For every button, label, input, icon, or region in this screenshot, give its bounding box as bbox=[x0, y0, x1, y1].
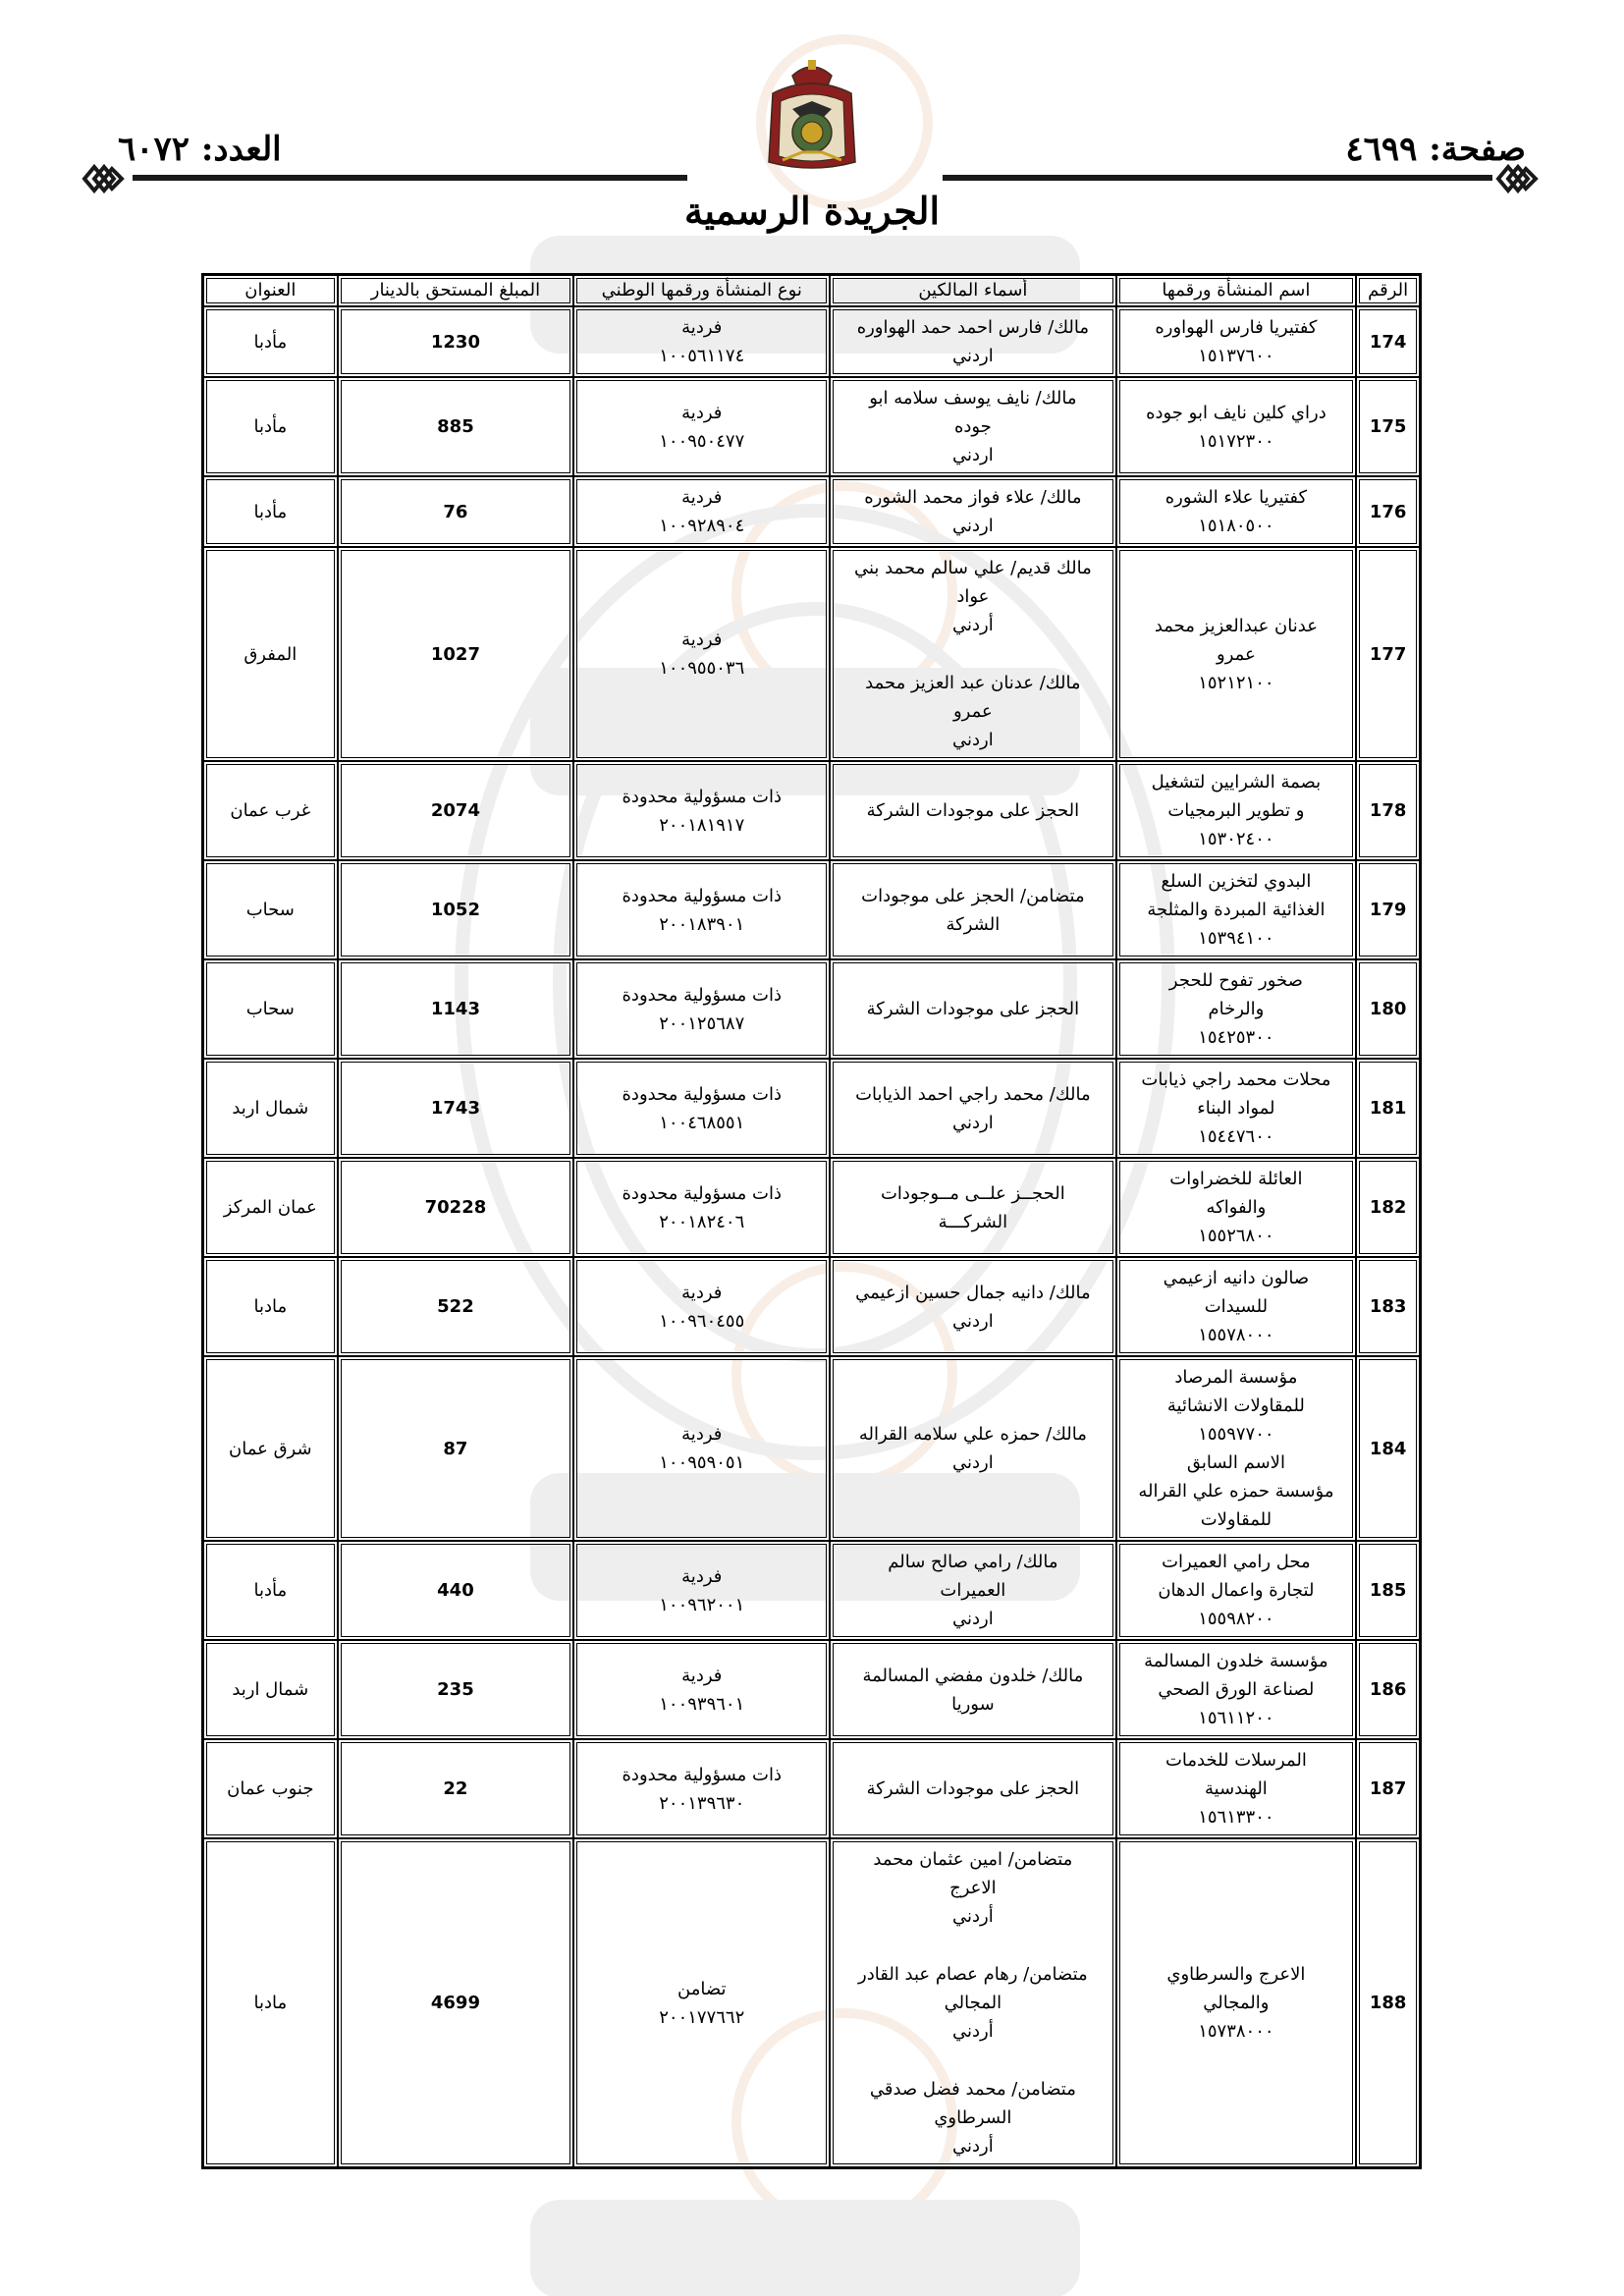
cell-address: المفرق bbox=[203, 547, 338, 761]
owner-block bbox=[837, 995, 1109, 1023]
cell-establishment bbox=[1116, 476, 1357, 547]
table-row bbox=[203, 1838, 1420, 2167]
type-line: فردية bbox=[681, 1565, 723, 1587]
cell-establishment bbox=[1116, 547, 1357, 761]
table-row bbox=[203, 1158, 1420, 1257]
establishment-line: ١٥٢١٢١٠٠ bbox=[1198, 672, 1274, 693]
cell-amount: 1230 bbox=[338, 306, 574, 377]
owner-line: الشركة bbox=[946, 913, 1001, 935]
establishment-line: دراي كلين نايف ابو جوده bbox=[1146, 402, 1326, 423]
type-line: ٢٠٠١٢٥٦٨٧ bbox=[659, 1012, 745, 1034]
cell-number: 176 bbox=[1356, 476, 1420, 547]
cell-amount: 1143 bbox=[338, 959, 574, 1059]
cell-address: سحاب bbox=[203, 860, 338, 959]
cell-owners bbox=[830, 761, 1115, 860]
establishment-line: عمرو bbox=[1217, 643, 1256, 665]
cell-owners bbox=[830, 1356, 1115, 1541]
cell-number: 182 bbox=[1356, 1158, 1420, 1257]
cell-type bbox=[573, 1541, 830, 1640]
cell-number: 175 bbox=[1356, 377, 1420, 476]
establishment-line: ١٥٥٢٦٨٠٠ bbox=[1198, 1226, 1274, 1246]
cell-number: 188 bbox=[1356, 1838, 1420, 2167]
establishment-line: بصمة الشرايين لتشغيل bbox=[1151, 772, 1322, 793]
owner-line: الحجز على موجودات الشركة bbox=[866, 1778, 1080, 1799]
column-header-amount: المبلغ المستحق بالدينار bbox=[338, 275, 574, 306]
column-header-number: الرقم bbox=[1356, 275, 1420, 306]
owner-line: اردني bbox=[952, 1112, 994, 1133]
table-row bbox=[203, 306, 1420, 377]
registry-table-container bbox=[201, 273, 1422, 2169]
type-line: ذات مسؤولية محدودة bbox=[622, 1764, 783, 1785]
table-row bbox=[203, 1356, 1420, 1541]
establishment-line: للسيدات bbox=[1204, 1296, 1269, 1317]
cell-address: شرق عمان bbox=[203, 1356, 338, 1541]
cell-address: مأدبا bbox=[203, 1541, 338, 1640]
type-line: ١٠٠٩٦٢٠٠١ bbox=[659, 1594, 745, 1615]
cell-type bbox=[573, 860, 830, 959]
cell-type bbox=[573, 1838, 830, 2167]
cell-owners bbox=[830, 1158, 1115, 1257]
cell-address: شمال اربد bbox=[203, 1059, 338, 1158]
cell-address: سحاب bbox=[203, 959, 338, 1059]
cell-number: 180 bbox=[1356, 959, 1420, 1059]
cell-type bbox=[573, 761, 830, 860]
column-header-address: العنوان bbox=[203, 275, 338, 306]
owner-line: أردني bbox=[952, 2021, 994, 2042]
establishment-line: ١٥٦١١٢٠٠ bbox=[1198, 1708, 1274, 1728]
cell-amount: 440 bbox=[338, 1541, 574, 1640]
cell-type bbox=[573, 1356, 830, 1541]
owner-block bbox=[837, 384, 1109, 469]
establishment-line: ١٥٤٤٧٦٠٠ bbox=[1198, 1126, 1274, 1147]
cell-amount: 87 bbox=[338, 1356, 574, 1541]
table-row bbox=[203, 959, 1420, 1059]
owner-block bbox=[837, 1080, 1109, 1137]
table-row bbox=[203, 1059, 1420, 1158]
owner-line: مالك/ علاء فواز محمد الشوره bbox=[864, 487, 1082, 508]
owner-line: عواد bbox=[956, 586, 990, 607]
cell-amount: 1027 bbox=[338, 547, 574, 761]
establishment-line: العائلة للخضراوات bbox=[1169, 1169, 1303, 1189]
cell-number: 187 bbox=[1356, 1739, 1420, 1838]
type-line: ذات مسؤولية محدودة bbox=[622, 984, 783, 1006]
cell-establishment bbox=[1116, 761, 1357, 860]
owner-line: متضامن/ محمد فضل صدقي bbox=[869, 2079, 1076, 2100]
type-line: ذات مسؤولية محدودة bbox=[622, 786, 783, 807]
owner-line: متضامن/ رهام عصام عبد القادر bbox=[858, 1964, 1088, 1985]
owner-block bbox=[837, 882, 1109, 939]
cell-establishment bbox=[1116, 959, 1357, 1059]
type-line: ٢٠٠١٧٧٦٦٢ bbox=[659, 2006, 745, 2028]
establishment-line: للمقاولات bbox=[1200, 1509, 1272, 1530]
column-header-establishment: اسم المنشأة ورقمها bbox=[1116, 275, 1357, 306]
cell-number: 177 bbox=[1356, 547, 1420, 761]
owner-line: متضامن/ امين عثمان محمد bbox=[873, 1849, 1073, 1870]
cell-owners bbox=[830, 1640, 1115, 1739]
establishment-line: ١٥٦١٣٣٠٠ bbox=[1198, 1807, 1274, 1828]
type-line: فردية bbox=[681, 487, 723, 508]
cell-owners bbox=[830, 860, 1115, 959]
establishment-line: الهندسية bbox=[1204, 1778, 1268, 1799]
cell-owners bbox=[830, 959, 1115, 1059]
owner-line: مالك/ حمزه علي سلامه القراله bbox=[858, 1424, 1087, 1445]
owner-line: متضامن/ الحجز على موجودات bbox=[861, 885, 1085, 906]
establishment-line: والمجالي bbox=[1203, 1993, 1270, 2013]
cell-amount: 70228 bbox=[338, 1158, 574, 1257]
cell-amount: 1743 bbox=[338, 1059, 574, 1158]
establishment-line: الاسم السابق bbox=[1186, 1452, 1285, 1473]
cell-owners bbox=[830, 476, 1115, 547]
cell-type bbox=[573, 1158, 830, 1257]
establishment-line: المرسلات للخدمات bbox=[1164, 1750, 1307, 1771]
cell-type bbox=[573, 377, 830, 476]
cell-establishment bbox=[1116, 1838, 1357, 2167]
type-line: ذات مسؤولية محدودة bbox=[622, 1083, 783, 1105]
establishment-line: محل رامي العميرات bbox=[1162, 1552, 1311, 1572]
owner-line: جوده bbox=[953, 416, 992, 437]
cell-establishment bbox=[1116, 1059, 1357, 1158]
owner-block bbox=[837, 1775, 1109, 1803]
establishment-line: ١٥٣٩٤١٠٠ bbox=[1198, 928, 1274, 949]
table-row bbox=[203, 1541, 1420, 1640]
owner-block bbox=[837, 1179, 1109, 1236]
cell-type bbox=[573, 1059, 830, 1158]
cell-establishment bbox=[1116, 306, 1357, 377]
establishment-line: كفتيريا فارس الهواوره bbox=[1155, 317, 1318, 338]
cell-address: غرب عمان bbox=[203, 761, 338, 860]
table-row bbox=[203, 860, 1420, 959]
owner-line: الشركـــة bbox=[938, 1211, 1008, 1232]
cell-address: شمال اربد bbox=[203, 1640, 338, 1739]
cell-amount: 2074 bbox=[338, 761, 574, 860]
column-header-type: نوع المنشأة ورقمها الوطني bbox=[573, 275, 830, 306]
establishment-line: ١٥٥٩٧٧٠٠ bbox=[1198, 1424, 1274, 1445]
cell-owners bbox=[830, 1541, 1115, 1640]
type-line: ٢٠٠١٨٢٤٠٦ bbox=[659, 1211, 745, 1232]
owner-line: اردني bbox=[952, 1609, 994, 1629]
owner-block bbox=[837, 1420, 1109, 1477]
owner-line: اردني bbox=[952, 516, 994, 536]
establishment-line: ١٥١٧٢٣٠٠ bbox=[1198, 430, 1274, 452]
table-row bbox=[203, 547, 1420, 761]
owner-line: أردني bbox=[952, 2136, 994, 2157]
cell-amount: 4699 bbox=[338, 1838, 574, 2167]
cell-owners bbox=[830, 1739, 1115, 1838]
cell-amount: 22 bbox=[338, 1739, 574, 1838]
ornament-knot-icon bbox=[81, 157, 126, 200]
owner-line: السرطاوي bbox=[934, 2107, 1012, 2128]
establishment-line: عدنان عبدالعزيز محمد bbox=[1154, 615, 1318, 636]
owner-line: أردني bbox=[952, 615, 994, 635]
cell-establishment bbox=[1116, 1739, 1357, 1838]
type-line: فردية bbox=[681, 317, 723, 338]
owner-block bbox=[837, 1662, 1109, 1719]
cell-establishment bbox=[1116, 377, 1357, 476]
cell-establishment bbox=[1116, 1257, 1357, 1356]
type-line: ذات مسؤولية محدودة bbox=[622, 885, 783, 906]
registry-table bbox=[201, 273, 1422, 2169]
cell-type bbox=[573, 306, 830, 377]
cell-address: مأدبا bbox=[203, 476, 338, 547]
type-line: ١٠٠٩٣٩٦٠١ bbox=[659, 1693, 745, 1715]
cell-type bbox=[573, 547, 830, 761]
type-line: تضامن bbox=[677, 1978, 727, 1999]
establishment-line: البدوي لتخزين السلع bbox=[1161, 871, 1312, 892]
cell-owners bbox=[830, 1059, 1115, 1158]
establishment-line: صخور تفوح للحجر bbox=[1168, 970, 1303, 991]
owner-line: اردني bbox=[952, 730, 994, 750]
owner-line: مالك/ نايف يوسف سلامه ابو bbox=[869, 388, 1077, 409]
cell-type bbox=[573, 1640, 830, 1739]
cell-owners bbox=[830, 1838, 1115, 2167]
cell-type bbox=[573, 476, 830, 547]
owner-line: اردني bbox=[952, 1452, 994, 1473]
establishment-line: لمواد البناء bbox=[1197, 1098, 1275, 1119]
owner-line: الحجــز علــى مــوجودات bbox=[880, 1182, 1065, 1204]
owner-line: اردني bbox=[952, 445, 994, 465]
owner-block bbox=[837, 1548, 1109, 1633]
header-rule bbox=[133, 175, 687, 181]
establishment-line: ١٥١٣٧٦٠٠ bbox=[1198, 346, 1274, 366]
owner-line: الحجز على موجودات الشركة bbox=[866, 800, 1080, 821]
owner-line: مالك قديم/ علي سالم محمد بني bbox=[853, 558, 1092, 578]
cell-establishment bbox=[1116, 1541, 1357, 1640]
owner-line: أردني bbox=[952, 1906, 994, 1927]
owner-line: عمرو bbox=[952, 701, 993, 722]
owner-line: المجالي bbox=[944, 1993, 1002, 2013]
cell-owners bbox=[830, 306, 1115, 377]
owner-block bbox=[837, 1960, 1109, 2046]
page-header bbox=[0, 0, 1624, 275]
type-line: ١٠٠٩٦٠٤٥٥ bbox=[659, 1310, 745, 1332]
establishment-line: ١٥٧٣٨٠٠٠ bbox=[1198, 2021, 1274, 2042]
owner-block bbox=[837, 1279, 1109, 1336]
cell-amount: 885 bbox=[338, 377, 574, 476]
establishment-line: ١٥٥٩٨٢٠٠ bbox=[1198, 1609, 1274, 1629]
cell-number: 179 bbox=[1356, 860, 1420, 959]
cell-number: 181 bbox=[1356, 1059, 1420, 1158]
cell-number: 186 bbox=[1356, 1640, 1420, 1739]
owner-line: الاعرج bbox=[949, 1878, 997, 1898]
table-row bbox=[203, 1640, 1420, 1739]
cell-amount: 1052 bbox=[338, 860, 574, 959]
table-body bbox=[203, 306, 1420, 2167]
type-line: ١٠٠٩٥٥٠٣٦ bbox=[659, 658, 745, 679]
table-row bbox=[203, 1257, 1420, 1356]
establishment-line: للمقاولات الانشائية bbox=[1166, 1395, 1305, 1416]
owner-block bbox=[837, 554, 1109, 639]
establishment-line: الاعرج والسرطاوي bbox=[1166, 1964, 1306, 1985]
cell-number: 178 bbox=[1356, 761, 1420, 860]
type-line: ٢٠٠١٨١٩١٧ bbox=[659, 814, 745, 836]
owner-block bbox=[837, 483, 1109, 540]
owner-block bbox=[837, 313, 1109, 370]
cell-establishment bbox=[1116, 1640, 1357, 1739]
owner-block bbox=[837, 669, 1109, 754]
header-rule bbox=[943, 175, 1492, 181]
cell-amount: 76 bbox=[338, 476, 574, 547]
type-line: ١٠٠٩٥٩٠٥١ bbox=[659, 1452, 745, 1473]
establishment-line: كفتيريا علاء الشوره bbox=[1164, 487, 1308, 508]
establishment-line: لصناعة الورق الصحي bbox=[1158, 1679, 1315, 1700]
owner-block bbox=[837, 2075, 1109, 2160]
owner-line: مالك/ رامي صالح سالم bbox=[888, 1552, 1058, 1572]
cell-number: 184 bbox=[1356, 1356, 1420, 1541]
establishment-line: والفواكه bbox=[1206, 1197, 1267, 1218]
establishment-line: الغذائية المبردة والمثلجة bbox=[1147, 900, 1326, 920]
establishment-line: مؤسسة خلدون المسالمة bbox=[1144, 1651, 1328, 1671]
owner-line: مالك/ خلدون مفضي المسالمة bbox=[862, 1665, 1084, 1686]
table-row bbox=[203, 1739, 1420, 1838]
cell-address: مأدبا bbox=[203, 306, 338, 377]
cell-establishment bbox=[1116, 1356, 1357, 1541]
cell-address: عمان المركز bbox=[203, 1158, 338, 1257]
establishment-line: محلات محمد راجي ذيابات bbox=[1141, 1069, 1331, 1090]
owner-line: مالك/ دانيه جمال حسين ازعيمي bbox=[855, 1282, 1091, 1303]
establishment-line: ١٥٥٧٨٠٠٠ bbox=[1198, 1325, 1274, 1345]
owner-line: العميرات bbox=[940, 1580, 1006, 1601]
cell-number: 185 bbox=[1356, 1541, 1420, 1640]
type-line: فردية bbox=[681, 629, 723, 650]
cell-type bbox=[573, 959, 830, 1059]
cell-number: 174 bbox=[1356, 306, 1420, 377]
cell-owners bbox=[830, 1257, 1115, 1356]
establishment-line: صالون دانيه ازعيمي bbox=[1163, 1268, 1310, 1288]
page-number: صفحة: ٤٦٩٩ bbox=[1345, 130, 1526, 169]
type-line: فردية bbox=[681, 402, 723, 423]
establishment-line: ١٥٤٢٥٣٠٠ bbox=[1198, 1027, 1274, 1048]
cell-amount: 235 bbox=[338, 1640, 574, 1739]
type-line: ١٠٠٩٥٠٤٧٧ bbox=[659, 430, 745, 452]
establishment-line: و تطوير البرمجيات bbox=[1167, 800, 1305, 821]
owner-line: مالك/ محمد راجي احمد الذيابات bbox=[855, 1083, 1091, 1105]
cell-amount: 522 bbox=[338, 1257, 574, 1356]
cell-establishment bbox=[1116, 1158, 1357, 1257]
type-line: ذات مسؤولية محدودة bbox=[622, 1182, 783, 1204]
type-line: ١٠٠٤٦٨٥٥١ bbox=[659, 1112, 745, 1133]
table-header-row bbox=[203, 275, 1420, 306]
jordan-crest-icon bbox=[763, 54, 861, 177]
cell-address: مأدبا bbox=[203, 377, 338, 476]
establishment-line: لتجارة واعمال الدهان bbox=[1158, 1580, 1315, 1601]
type-line: ٢٠٠١٨٣٩٠١ bbox=[659, 913, 745, 935]
owner-line: اردني bbox=[952, 1310, 994, 1332]
cell-address: مادبا bbox=[203, 1838, 338, 2167]
owner-line: اردني bbox=[952, 346, 994, 366]
table-row bbox=[203, 377, 1420, 476]
ornament-knot-icon bbox=[1494, 157, 1540, 200]
cell-address: جنوب عمان bbox=[203, 1739, 338, 1838]
owner-line: مالك/ عدنان عبد العزيز محمد bbox=[865, 673, 1081, 693]
cell-type bbox=[573, 1257, 830, 1356]
establishment-line: ١٥٣٠٢٤٠٠ bbox=[1198, 829, 1274, 849]
type-line: فردية bbox=[681, 1282, 723, 1303]
cell-type bbox=[573, 1739, 830, 1838]
establishment-line: ١٥١٨٠٥٠٠ bbox=[1198, 516, 1274, 536]
cell-number: 183 bbox=[1356, 1257, 1420, 1356]
type-line: فردية bbox=[681, 1424, 723, 1445]
establishment-line: والرخام bbox=[1208, 999, 1265, 1019]
owner-line: سوريا bbox=[951, 1693, 995, 1715]
type-line: ١٠٠٩٢٨٩٠٤ bbox=[659, 516, 745, 536]
owner-block bbox=[837, 1845, 1109, 1931]
type-line: ١٠٠٥٦١١٧٤ bbox=[659, 346, 745, 366]
type-line: فردية bbox=[681, 1665, 723, 1686]
issue-number: العدد: ٦٠٧٢ bbox=[118, 130, 282, 169]
owner-line: مالك/ فارس احمد حمد الهواوره bbox=[856, 317, 1090, 338]
table-row bbox=[203, 761, 1420, 860]
establishment-line: مؤسسة حمزه علي القراله bbox=[1138, 1481, 1334, 1502]
cell-establishment bbox=[1116, 860, 1357, 959]
cell-owners bbox=[830, 547, 1115, 761]
gazette-title: الجريدة الرسمية bbox=[683, 189, 941, 233]
owner-block bbox=[837, 796, 1109, 825]
owner-line: الحجز على موجودات الشركة bbox=[866, 999, 1080, 1019]
cell-address: مادبا bbox=[203, 1257, 338, 1356]
cell-owners bbox=[830, 377, 1115, 476]
column-header-owners: أسماء المالكين bbox=[830, 275, 1115, 306]
type-line: ٢٠٠١٣٩٦٣٠ bbox=[659, 1792, 745, 1814]
table-row bbox=[203, 476, 1420, 547]
establishment-line: مؤسسة المرصاد bbox=[1174, 1367, 1298, 1388]
